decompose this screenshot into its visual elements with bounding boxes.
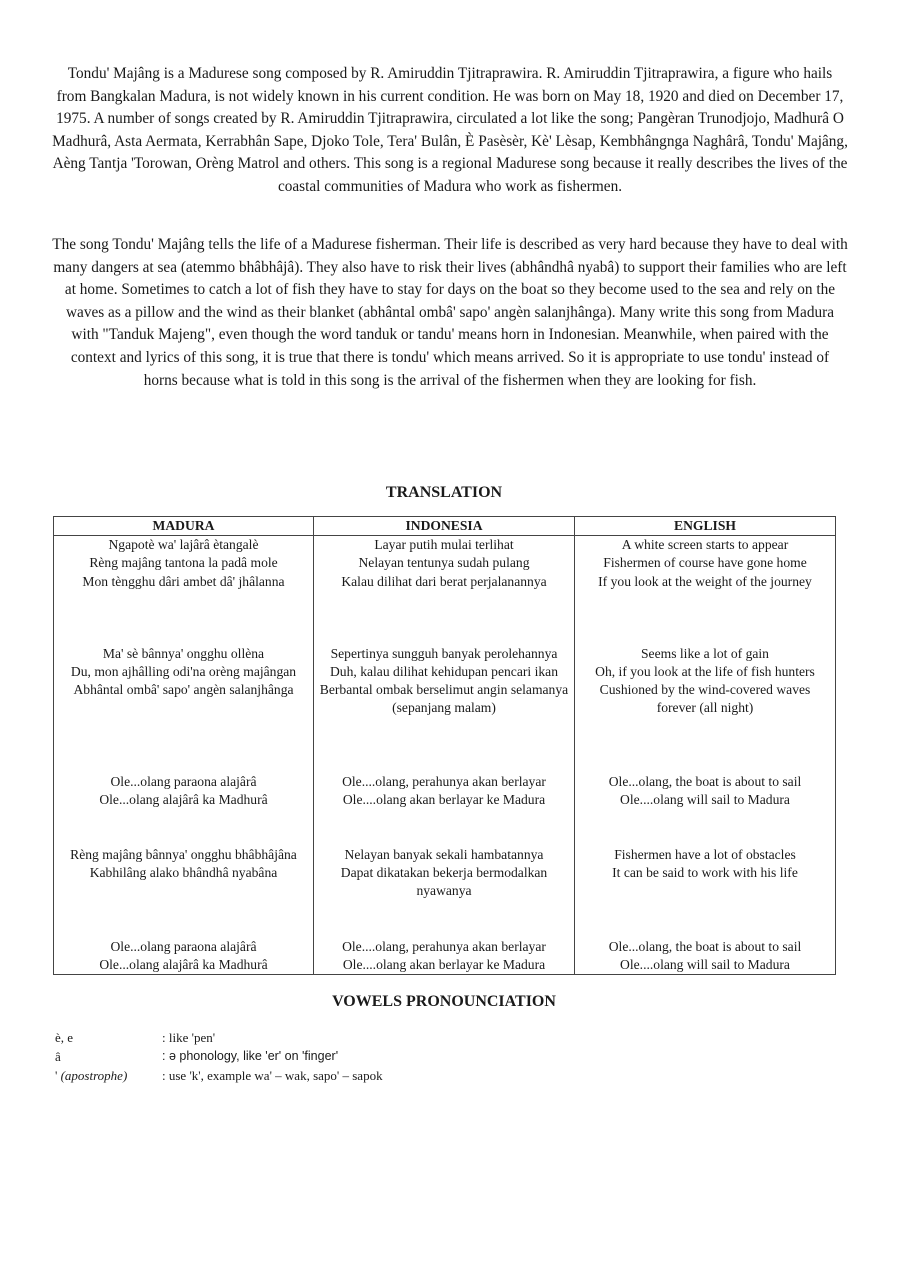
lyric-line: Ole....olang, perahunya akan berlayar [342,938,546,954]
english-cell [575,536,836,645]
english-cell [575,773,836,846]
lyric-line: Dapat dikatakan bekerja bermodalkan nyawanya [340,864,548,899]
vowel-description: : use 'k', example wa' – wak, sapo' – sapok [162,1068,383,1083]
lyric-line: It can be said to work with his life [612,864,798,880]
lyric-line: Ole...olang paraona alajârâ [110,773,257,789]
table-row [54,938,836,975]
lyric-line: Ole....olang akan berlayar ke Madura [342,791,546,807]
translation-heading: TRANSLATION [385,484,503,501]
indonesia-cell [314,773,575,846]
table-row [54,773,836,846]
madura-cell [54,773,314,846]
lyric-line: If you look at the weight of the journey [598,573,812,589]
vowel-description: : like 'pen' [162,1030,216,1045]
lyric-line: Ole....olang will sail to Madura [620,791,790,807]
column-header-english: ENGLISH [575,517,836,536]
lyric-line: Ole....olang, perahunya akan berlayar [342,773,546,789]
lyric-line: Ole...olang alajârâ ka Madhurâ [99,791,268,807]
vowel-symbol: è, e [55,1030,74,1045]
lyric-line: Nelayan banyak sekali hambatannya [344,846,544,862]
indonesia-cell [314,846,575,938]
vowels-list [55,1028,383,1085]
lyric-line: Fishermen have a lot of obstacles [614,846,796,862]
lyric-line: Sepertinya sungguh banyak perolehannya [330,645,558,661]
english-cell [575,645,836,773]
lyric-line: Duh, kalau dilihat kehidupan pencari ikan [329,663,558,679]
list-item [55,1066,383,1085]
vowel-description: : ə phonology, like 'er' on 'finger' [162,1049,339,1063]
english-cell [575,938,836,975]
lyric-line: Abhântal ombâ' sapo' angèn salanjhânga [73,682,294,698]
madura-cell [54,645,314,773]
lyric-line: Ngapotè wa' lajârâ ètangalè [108,537,259,553]
lyric-line: Seems like a lot of gain [641,645,769,661]
lyric-line: Kabhilâng alako bhândhâ nyabâna [89,864,278,880]
column-header-indonesia: INDONESIA [314,517,575,536]
madura-cell [54,846,314,938]
lyric-line: Oh, if you look at the life of fish hunters [595,663,815,679]
vowel-symbol-note: (apostrophe) [60,1068,128,1083]
madura-cell [54,536,314,645]
lyric-line: Rèng majâng tantona la padâ mole [89,555,278,571]
english-cell [575,846,836,938]
lyric-line: Rèng majâng bânnya' ongghu bhâbhâjâna [70,846,297,862]
lyric-line: Ole....olang akan berlayar ke Madura [342,956,546,972]
vowel-symbol: â [55,1049,61,1064]
indonesia-cell [314,645,575,773]
indonesia-cell [314,938,575,975]
lyric-line: Nelayan tentunya sudah pulang [358,555,530,571]
madura-cell [54,938,314,975]
list-item [55,1047,383,1066]
lyric-line: Ole...olang alajârâ ka Madhurâ [99,956,268,972]
lyric-line: Ole...olang, the boat is about to sail [608,938,802,954]
lyric-line: Mon tèngghu dâri ambet dâ' jhâlanna [82,573,285,589]
lyric-line: Kalau dilihat dari berat perjalanannya [341,573,547,589]
intro-paragraph-1: Tondu' Majâng is a Madurese song composed by R. Amiruddin Tjitraprawira. R. Amiruddin Tjitraprawira, a figure who hails from Bangkalan Madura, is not widely known in his current condition. He was born on May 18, 1920 and died on December 17, 1975. A number of songs created by R. Amiruddin Tjitraprawira, circulated a lot like the song; Pangèran Trunodjojo, Madhurâ O Madhurâ, Asta Aermata, Kerrabhân Sape, Djoko Tole, Tera' Bulân, È Pasèsèr, Kè' Lèsap, Kembhângnga Naghârâ, Tondu' Majâng, Aèng Tantja 'Torowan, Orèng Matrol and others. This song is a regional Madurese song because it really describes the lives of the coastal communities of Madura who work as fishermen. [52,65,848,195]
lyric-line: Ole...olang paraona alajârâ [110,938,257,954]
vowels-heading: VOWELS PRONOUNCIATION [332,993,556,1010]
column-header-madura: MADURA [54,517,314,536]
lyric-line: A white screen starts to appear [621,537,789,553]
intro-paragraph-2: The song Tondu' Majâng tells the life of a Madurese fisherman. Their life is described as very hard because they have to deal with many dangers at sea (atemmo bhâbhâjâ). They also have to risk their lives (abhândhâ nyabâ) to support their families who are left at home. Sometimes to catch a lot of fish they have to stay for days on the boat so they become used to the sea and rely on the waves as a pillow and the wind as their blanket (abhântal ombâ' sapo' angèn salanjhânga). Many write this song from Madura with "Tanduk Majeng", even though the word tanduk or tandu' means horn in Indonesian. Meanwhile, when paired with the context and lyrics of this song, it is true that there is tondu' which means arrived. So it is appropriate to use tondu' instead of horns because what is told in this song is the arrival of the fishermen when they are looking for fish. [52,236,848,389]
table-row [54,846,836,938]
lyric-line: Fishermen of course have gone home [603,555,807,571]
indonesia-cell [314,536,575,645]
lyric-line: Du, mon ajhâlling odi'na orèng majângan [70,663,297,679]
vowel-symbol: ' [55,1068,58,1083]
table-row [54,645,836,773]
lyric-line: Ole...olang, the boat is about to sail [608,773,802,789]
list-item [55,1028,383,1047]
lyric-line: Layar putih mulai terlihat [374,537,514,553]
translation-table [53,516,836,975]
table-row [54,536,836,645]
table-header-row [54,517,836,536]
lyric-line: Ole....olang will sail to Madura [620,956,790,972]
lyric-line: Ma' sè bânnya' ongghu ollèna [102,645,265,661]
lyric-line: Berbantal ombak berselimut angin selamanya (sepanjang malam) [319,682,569,716]
lyric-line: Cushioned by the wind-covered waves forever (all night) [599,682,811,716]
vowel-symbol-group [55,1066,162,1085]
